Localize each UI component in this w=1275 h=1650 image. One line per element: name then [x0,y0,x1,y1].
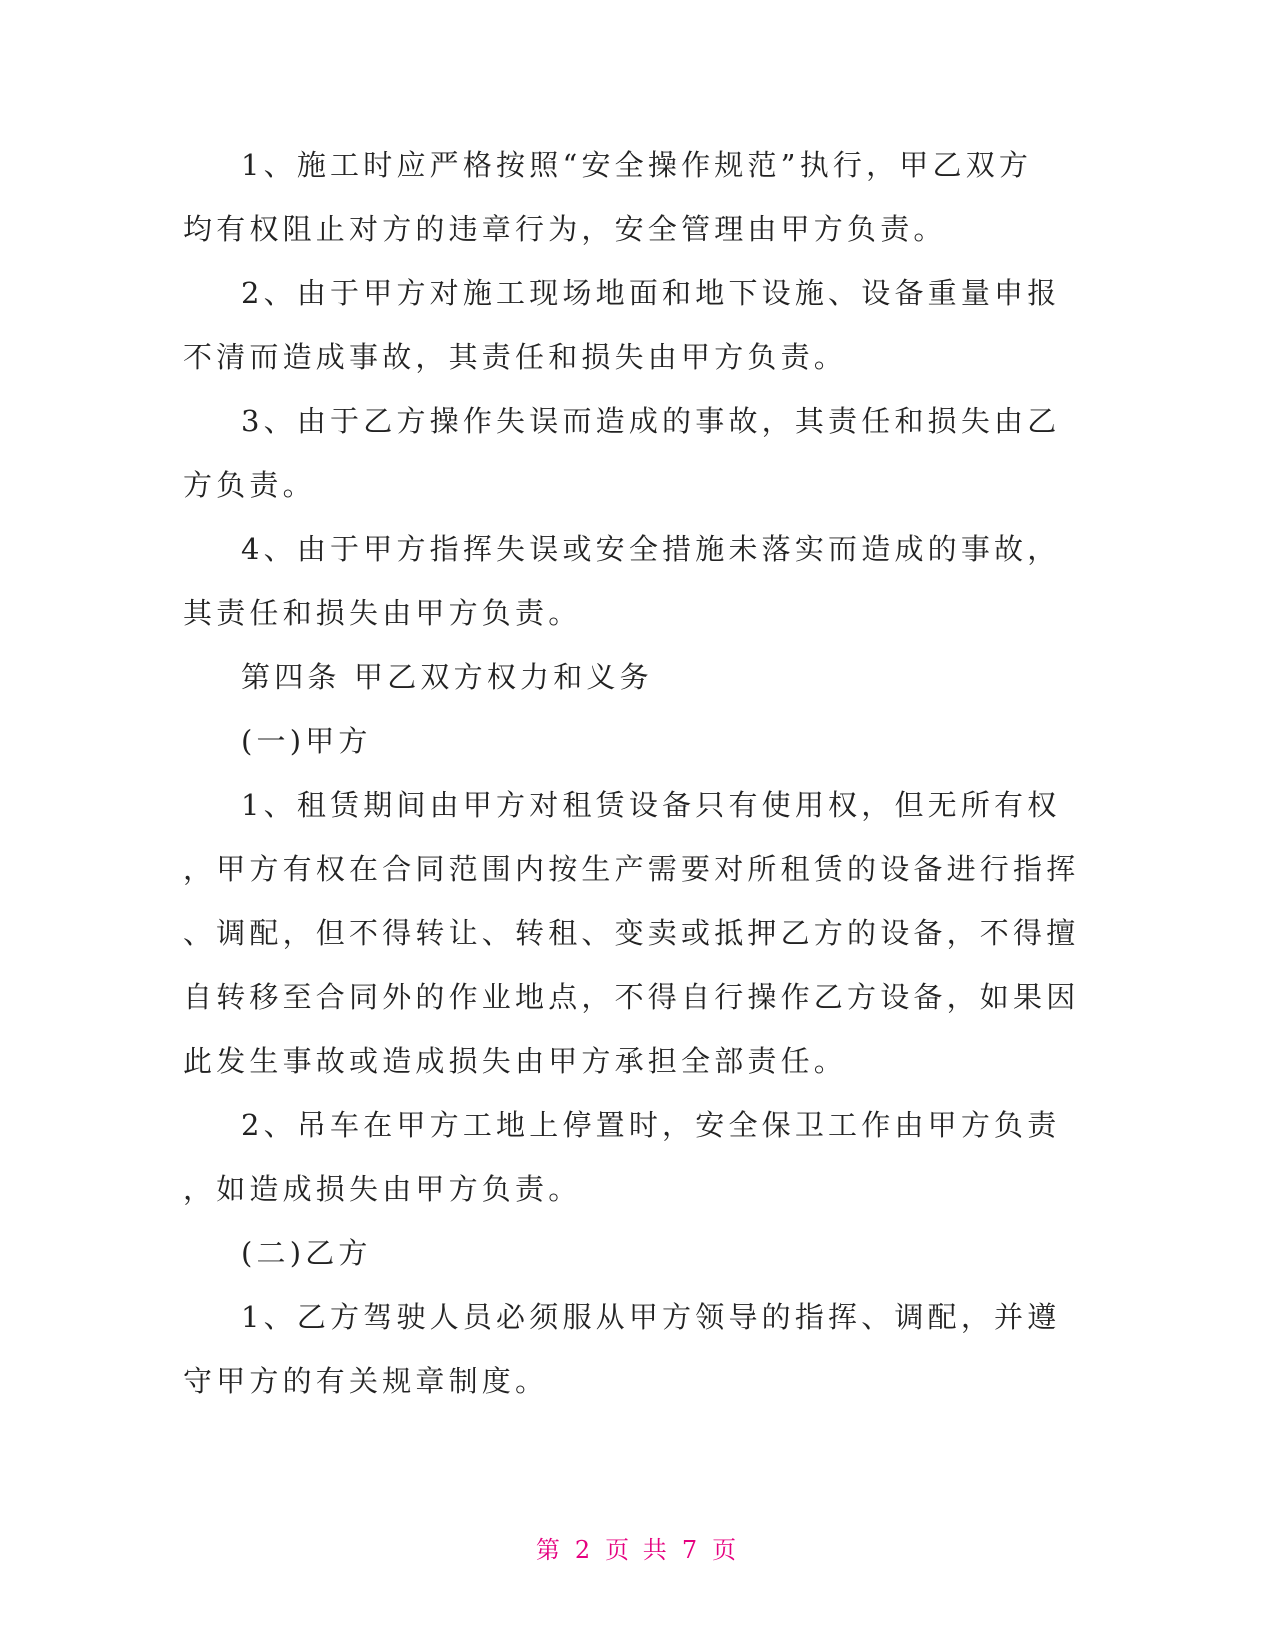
party-a-item-2-line-1: 2、吊车在甲方工地上停置时，安全保卫工作由甲方负责 [241,1108,1061,1142]
footer-prefix: 第 [535,1536,563,1564]
document-body [183,133,1083,1413]
footer-suffix: 页 [712,1536,740,1564]
party-a-item-2-line-2: ，如造成损失由甲方负责。 [183,1172,582,1206]
party-a-item-1-line-4: 自转移至合同外的作业地点，不得自行操作乙方设备，如果因 [183,980,1080,1014]
party-a-item-1-line-5: 此发生事故或造成损失由甲方承担全部责任。 [183,1044,848,1078]
section-heading-article-4: 第四条 甲乙双方权力和义务 [241,660,653,694]
clause-3-item-3-line-1: 3、由于乙方操作失误而造成的事故，其责任和损失由乙 [241,404,1061,438]
footer-total-pages: 7 [681,1536,701,1564]
subsection-heading-party-a: (一)甲方 [241,724,372,758]
clause-3-item-1-line-1: 1、施工时应严格按照“安全操作规范”执行，甲乙双方 [241,148,1033,182]
clause-3-item-2-line-1: 2、由于甲方对施工现场地面和地下设施、设备重量申报 [241,276,1061,310]
subsection-heading-party-b: (二)乙方 [241,1236,372,1270]
clause-3-item-4-line-2: 其责任和损失由甲方负责。 [183,596,582,630]
party-b-item-1-line-1: 1、乙方驾驶人员必须服从甲方领导的指挥、调配，并遵 [241,1300,1061,1334]
party-a-item-1-line-3: 、调配，但不得转让、转租、变卖或抵押乙方的设备，不得擅 [183,916,1080,950]
clause-3-item-1-line-2: 均有权阻止对方的违章行为，安全管理由甲方负责。 [183,212,947,246]
page-footer [0,1530,1275,1565]
clause-3-item-3-line-2: 方负责。 [183,468,316,502]
party-a-item-1-line-2: ，甲方有权在合同范围内按生产需要对所租赁的设备进行指挥 [183,852,1080,886]
footer-middle: 页 共 [605,1536,670,1564]
footer-page-number: 2 [574,1536,594,1564]
clause-3-item-2-line-2: 不清而造成事故，其责任和损失由甲方负责。 [183,340,848,374]
party-b-item-1-line-2: 守甲方的有关规章制度。 [183,1364,549,1398]
party-a-item-1-line-1: 1、租赁期间由甲方对租赁设备只有使用权，但无所有权 [241,788,1061,822]
clause-3-item-4-line-1: 4、由于甲方指挥失误或安全措施未落实而造成的事故， [241,532,1061,566]
